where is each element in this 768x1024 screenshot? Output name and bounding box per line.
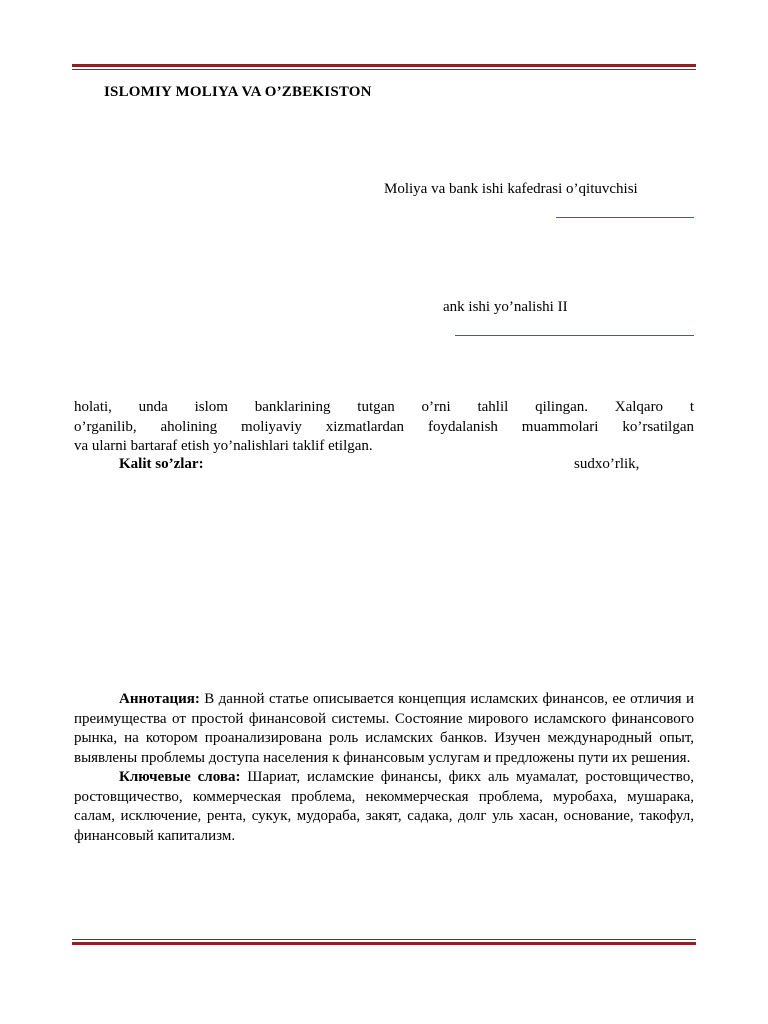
keywords-uz-text: sudxo’rlik, bbox=[574, 456, 640, 472]
top-divider bbox=[72, 64, 696, 70]
keywords-uz-label: Kalit so’zlar: bbox=[119, 456, 204, 472]
annotation-ru-paragraph bbox=[74, 690, 694, 768]
student-email-link[interactable] bbox=[455, 335, 694, 336]
author-email-link[interactable] bbox=[556, 217, 694, 218]
annotation-ru-text: В данной статье описывается концепция исламских финансов, ее отличия и преимущества от простой финансовой системы. Состояние мирового исламского финансового рынка, на котором проанализирована роль исламских банков. Изучен международный опыт, выявлены проблемы доступа населения к финансовым услугам и предложены пути их решения. bbox=[74, 691, 694, 766]
article-title: ISLOMIY MOLIYA VA O’ZBEKISTON bbox=[104, 84, 372, 100]
student-direction: ank ishi yo’nalishi II bbox=[443, 299, 568, 315]
author-position: Moliya va bank ishi kafedrasi o’qituvchisi bbox=[384, 181, 638, 197]
abstract-uz-line: va ularni bartaraf etish yo’nalishlari taklif etilgan. bbox=[74, 438, 373, 454]
abstract-uz-line: holati, unda islom banklarining tutgan o’rni tahlil qilingan. Xalqaro t bbox=[74, 399, 694, 415]
keywords-ru-label: Ключевые слова: bbox=[119, 769, 241, 785]
annotation-ru bbox=[74, 690, 694, 846]
annotation-ru-label: Аннотация: bbox=[119, 691, 200, 707]
keywords-ru-text: Шариат, исламские финансы, фикх аль муамалат, ростовщичество, ростовщичество, коммерческая проблема, некоммерческая проблема, муробаха, мушарака, салам, исключение, рента, сукук, мудораба, закят, садака, долг уль хасан, основание, такофул, финансовый капитализм. bbox=[74, 769, 694, 844]
abstract-uz-line: o’rganilib, aholining moliyaviy xizmatlardan foydalanish muammolari ko’rsatilgan bbox=[74, 418, 694, 435]
keywords-ru-paragraph bbox=[74, 768, 694, 846]
bottom-divider bbox=[72, 939, 696, 945]
abstract-uz bbox=[74, 398, 694, 457]
